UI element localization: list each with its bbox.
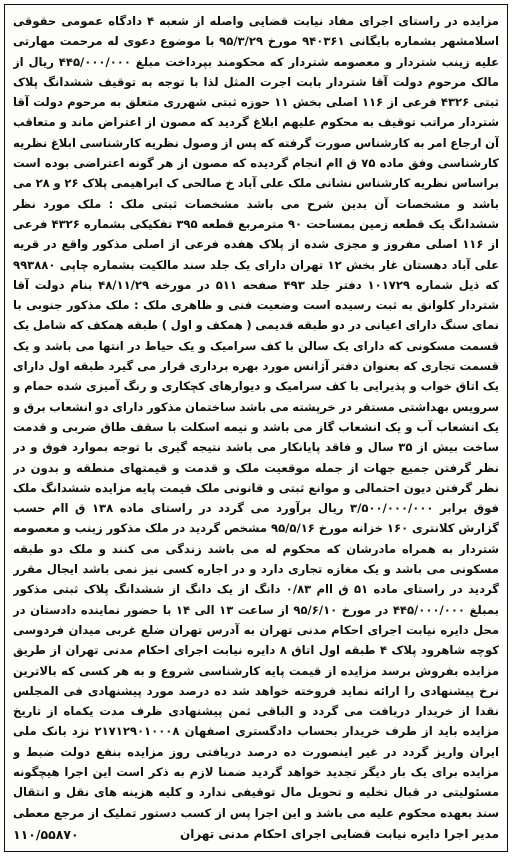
notice-footer xyxy=(13,823,499,845)
auction-notice xyxy=(4,4,508,852)
notice-signature: مدیر اجرا دایره نیابت قضایی اجرای احکام مدنی تهران xyxy=(179,827,499,841)
notice-body: مزایده در راستای اجرای مفاد نیابت قضایی واصله از شعبه ۴ دادگاه عمومی حقوقی اسلامشهر بشماره بایگانی ۹۴۰۳۶۱ مورخ ۹۵/۳/۲۹ با موضوع دعوی له مرحمت مهارتی علیه زینب شتردار و معصومه شتردار که محکومند بپرداخت مبلغ ۴۴۵/۰۰۰/۰۰۰ ریال از مالک مرحوم دولت آقا شتردار بابت اجرت المثل لذا با توجه به توقیف ششدانگ پلاک ثبتی ۴۳۲۶ فرعی از ۱۱۶ اصلی بخش ۱۱ حوزه ثبتی شهرری متعلق به مرحوم دولت آقا شتردار مراتب توقیف به محکوم علیهم ابلاغ گردید که مصون از اعتراض ماند و متعاقب آن ارجاع امر به کارشناس صورت گرفته که پس از وصول نظریه کارشناسی ابلاغ نظریه کارشناسی وفق ماده ۷۵ ق اام انجام گردیده که مصون از هر گونه اعتراضی بوده است براساس نظریه کارشناس نشانی ملک علی آباد خ صالحی ک ابراهیمی پلاک ۲۶ و ۲۸ می باشد و مشخصات آن بدین شرح می باشد مشخصات ثبتی ملک : ملک مورد نظر ششدانگ یک قطعه زمین بمساحت ۹۰ مترمربع قطعه ۳۹۵ تفکیکی بشماره ۴۳۲۶ فرعی از ۱۱۶ اصلی مفروز و مجزی شده از پلاک هفده فرعی از اصلی مذکور واقع در قریه علی آباد دهستان غار بخش ۱۲ تهران دارای یک جلد سند مالکیت بشماره چاپی ۹۹۳۸۸۰ که ذیل شماره ۱۰۱۷۲۹ دفتر جلد ۴۹۳ صفحه ۵۱۱ در مورخه ۴۸/۱۱/۲۹ بنام دولت آقا شتردار کلوانق به ثبت رسیده است وضعیت فنی و ظاهری ملک : ملک مذکور جنوبی با نمای سنگ دارای اعیانی در دو طبقه قدیمی ( همکف و اول ) طبقه همکف که شامل یک قسمت مسکونی که دارای یک سالن با کف سرامیک و یک حیاط در انتها می باشد و یک قسمت تجاری که بعنوان دفتر آژانس مورد بهره برداری قرار می گیرد طبقه اول دارای یک اتاق خواب و پذیرایی با کف سرامیک و دیوارهای کچکاری و رنگ آمیزی شده حمام و سرویس بهداشتی مستقر در خرپشته می باشد ساختمان مذکور دارای دو انشعاب برق و یک انشعاب آب و یک انشعاب گاز می باشد و نیمه اسکلت با سقف طاق ضربی و قدمت ساخت بیش از ۳۵ سال و فاقد پایانکار می باشد نتیجه گیری با توجه بموارد فوق و در نظر گرفتن جمیع جهات از جمله موقعیت ملک و قدمت و قیمتهای منطقه و بدون در نظر گرفتن دیون احتمالی و موانع ثبتی و قانونی ملک قیمت پایه مزایده ششدانگ ملک فوق برابر ۳/۵۰۰/۰۰۰/۰۰۰ ریال برآورد می گردد در راستای ماده ۱۳۸ ق اام حسب گزارش کلانتری ۱۶۰ خزانه مورخ ۹۵/۵/۱۶ مشخص گردید در ملک مذکور زینب و معصومه شتردار به همراه مادرشان که محکوم له می باشد زندگی می کنند و ملک دو طبقه مسکونی می باشد و یک مغازه تجاری دارد و در اجاره کسی نیز نمی باشد ایجال مقرر گردید در راستای ماده ۵۱ ق اام ۰/۸۳ دانگ از یک دانگ از ششدانگ پلاک ثبتی مذکور بمبلغ ۴۴۵/۰۰۰/۰۰۰ در مورخ ۹۵/۶/۱۰ از ساعت ۱۳ الی ۱۴ با حضور نماینده دادستان در محل دایره نیابت اجرای احکام مدنی تهران به آدرس تهران ضلع غربی میدان فردوسی کوچه شاهرود پلاک ۴ طبقه اول اتاق ۸ دایره نیابت اجرای احکام مدنی تهران از طریق مزایده بفروش برسد مزایده از قیمت پایه کارشناسی شروع و به هر کسی که بالاترین نرخ پیشنهادی را ارائه نماید فروخته خواهد شد ده درصد مورد پیشنهادی فی المجلس نقدا از خریدار دریافت می گردد و الباقی ثمن پیشنهادی ظرف مدت یکماه از تاریخ مزایده باید از طرف خریدار بحساب دادگستری اصفهان ۲۱۷۱۲۹۰۱۰۰۰۸ نزد بانک ملی ایران واریز گردد در غیر اینصورت ده درصد دریافتی روز مزایده بنفع دولت ضبط و مزایده برای یک بار دیگر تجدید خواهد گردید ضمنا لازم به ذکر است این اجرا هیچگونه مسئولیتی در قبال تخلیه و تحویل مال توقیفی ندارد و کلیه هزینه های نقل و انتقال سند بعهده محکوم علیه می باشد و این اجرا پس از کسب دستور تملیک از مرجع معطی xyxy=(13,14,499,820)
notice-reference-number: ۱۱۰/۵۵۸۷۰ xyxy=(13,826,79,842)
